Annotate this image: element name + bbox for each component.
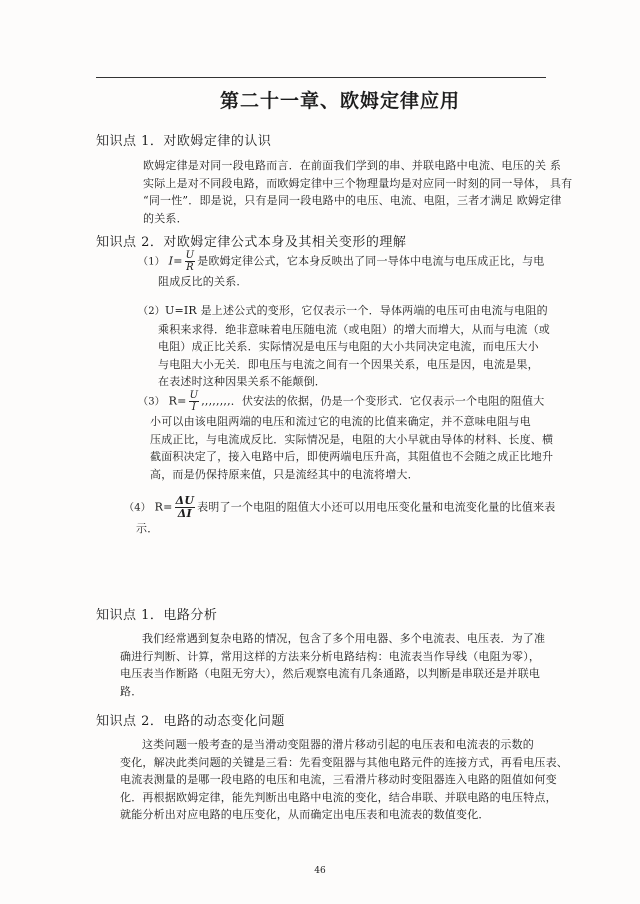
chapter-title: 第二十一章、欧姆定律应用 xyxy=(219,90,460,112)
formula-lhs: R= xyxy=(154,500,173,514)
text-line: ,,,,,,,,．伏安法的依据，仍是一个变形式．它仅表示一个电阻的阻值大 xyxy=(201,394,545,408)
text-line: 高，而是仍保持原来值，只是流经其中的电流将增大． xyxy=(150,467,419,481)
fraction-denominator: ΔI xyxy=(177,507,192,520)
text-line: 电阻）成正比关系．实际情况是电压与电阻的大小共同决定电流，而电压大小 xyxy=(158,340,539,353)
item-4-first-line xyxy=(124,495,564,520)
text-line: 确进行判断、计算，常用这样的方法来分析电路结构：电流表当作导线（电阻为零）， xyxy=(120,649,541,663)
text-line: 欧姆定律是对同一段电路而言．在前面我们学到的串、并联电路中电流、电压的关 系 xyxy=(143,159,562,172)
item-number: （3） xyxy=(138,396,165,408)
text-line: 与电阻大小无关．即电压与电流之间有一个因果关系，电压是因，电流是果， xyxy=(158,357,539,371)
item-number: （2） xyxy=(138,306,165,317)
text-line: U=IR 是上述公式的变形，它仅表示一个．导体两端的电压可由电流与电阻的 xyxy=(164,304,548,317)
text-line: 这类问题一般考查的是当滑动变阻器的滑片移动引起的电压表和电流表的示数的 xyxy=(142,738,534,751)
item-1 xyxy=(138,250,558,291)
formula-lhs: I= xyxy=(168,254,183,268)
fraction-numerator: U xyxy=(185,250,195,261)
formula-fraction xyxy=(185,250,196,273)
fraction-numerator: U xyxy=(189,390,199,401)
text-line: 化．再根据欧姆定律，能先判断出电路中电流的变化，结合串联、并联电路的电压特点， xyxy=(120,790,557,804)
text-line: 表明了一个电阻的阻值大小还可以用电压变化量和电流变化量的比值来表 xyxy=(197,500,556,514)
text-line: 压成正比，与电流成反比．实际情况是，电阻的大小早就由导体的材料、长度、横 xyxy=(150,432,554,446)
text-line: 是欧姆定律公式，它本身反映出了同一导体中电流与电压成正比，与电 xyxy=(197,254,545,268)
fraction-denominator: I xyxy=(191,402,196,413)
text-line: 的关系． xyxy=(143,211,188,225)
text-line: 截面积决定了，接入电路中后，即使两端电压升高，其阻值也不会随之成正比地升 xyxy=(150,450,554,463)
section-heading-2: 知识点 2．对欧姆定律公式本身及其相关变形的理解 xyxy=(96,235,407,250)
item-4 xyxy=(124,495,564,538)
text-line: 变化，解决此类问题的关键是三看：先看变阻器与其他电路元件的连接方式，再看电压表、 xyxy=(120,755,568,769)
section-1-body xyxy=(143,157,572,227)
item-2 xyxy=(138,302,568,391)
section-heading-3: 知识点 1．电路分析 xyxy=(96,608,218,623)
text-line: 路． xyxy=(120,684,143,698)
text-line: 乘积来求得．绝非意味着电压随电流（或电阻）的增大而增大，从而与电流（或 xyxy=(158,322,550,336)
section-heading-4: 知识点 2．电路的动态变化问题 xyxy=(96,714,285,729)
text-line: 就能分析出对应电路的电压变化，从而确定出电压表和电流表的数值变化． xyxy=(120,808,490,821)
fraction-denominator: R xyxy=(186,262,194,273)
section-3-body xyxy=(120,630,545,700)
text-line: 我们经常遇到复杂电路的情况，包含了多个用电器、多个电流表、电压表．为了准 xyxy=(142,632,546,645)
text-line: 小可以由该电阻两端的电压和流过它的电流的比值来确定，并不意味电阻与电 xyxy=(150,415,531,428)
page-number: 46 xyxy=(314,866,326,876)
item-number: （1） xyxy=(138,256,165,268)
formula-fraction xyxy=(189,390,200,413)
text-line: 实际上是对不同段电路，而欧姆定律中三个物理量均是对应同一时刻的同一导体， 具有 xyxy=(143,176,573,190)
item-3 xyxy=(138,390,578,483)
item-1-first-line xyxy=(138,250,558,273)
text-line: 阻成反比的关系． xyxy=(158,275,248,288)
text-line: 电压表当作断路（电阻无穷大），然后观察电流有几条通路，以判断是串联还是并联电 xyxy=(120,667,541,680)
item-number: （4） xyxy=(124,502,151,514)
item-3-first-line xyxy=(138,390,578,413)
text-line: 在表述时这种因果关系不能颠倒． xyxy=(158,375,326,388)
fraction-numerator: ΔU xyxy=(175,494,195,507)
formula-fraction xyxy=(175,495,196,520)
header-rule xyxy=(96,77,546,78)
formula-lhs: R= xyxy=(168,394,187,408)
section-4-body xyxy=(120,736,568,824)
text-line: 示． xyxy=(136,522,159,535)
text-line: “同一性”．即是说，只有是同一段电路中的电压、电流、电阻，三者才满足 欧姆定律 xyxy=(143,194,562,207)
section-heading-1: 知识点 1．对欧姆定律的认识 xyxy=(96,134,272,149)
text-line: 电流表测量的是哪一段电路的电压和电流，三看滑片移动时变阻器连入电路的阻值如何变 xyxy=(120,773,557,786)
